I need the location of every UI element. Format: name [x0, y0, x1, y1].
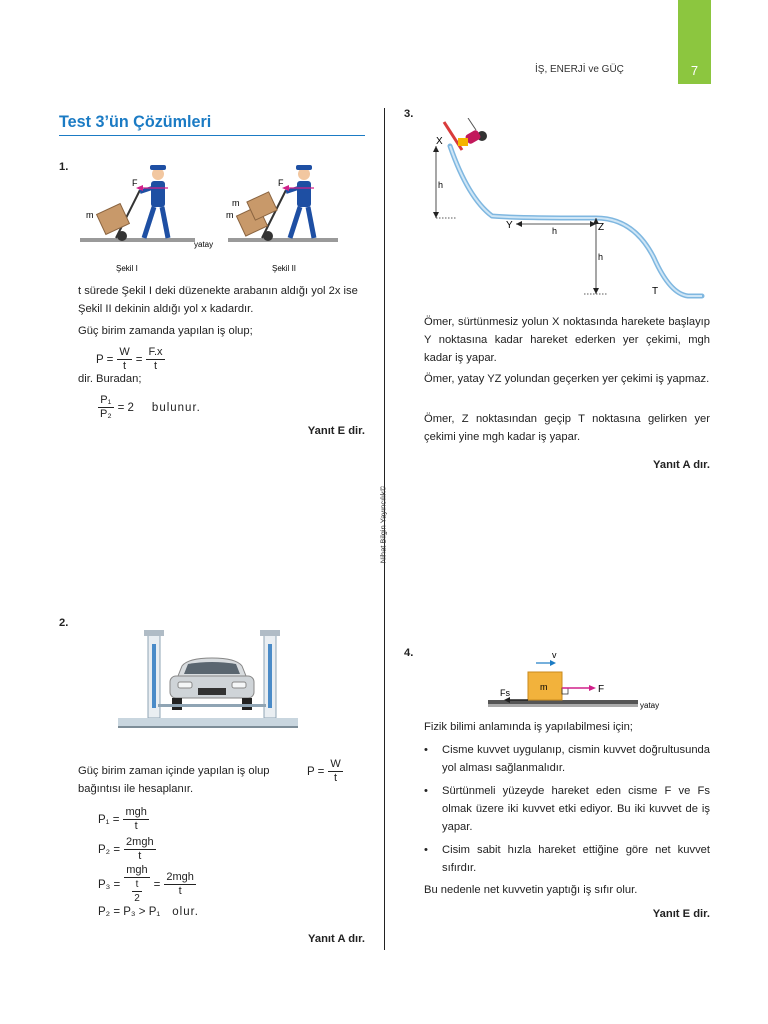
q1-text-2: Güç birim zamanda yapılan iş olup;	[78, 325, 253, 337]
page-number-tab	[678, 0, 711, 84]
q1-answer: Yanıt E dir.	[307, 425, 365, 437]
q4-number: 4.	[404, 647, 414, 659]
q4-bullet-3: • Cisim sabit hızla hareket ettiğine göre net kuvvet sıfırdır.	[442, 841, 710, 877]
q3-number: 3.	[404, 108, 414, 120]
q1-label-F1: F	[132, 178, 138, 188]
q2-text-1: Güç birim zaman içinde yapılan iş olup	[78, 765, 270, 777]
q2-equation-p1: P₁ = $\frac{\text{mgh}}{t}$	[98, 806, 147, 832]
q1-label-m1: m	[86, 210, 94, 220]
q1-label-m2a: m	[232, 198, 240, 208]
q3-label-h2: h	[552, 226, 558, 236]
q4-block-figure	[488, 650, 688, 714]
q1-number: 1.	[59, 161, 69, 173]
q1-label-yatay: yatay	[194, 240, 214, 249]
q3-paragraph-2: Ömer, yatay YZ yolundan geçerken yer çekimi iş yapmaz.	[424, 373, 710, 385]
q3-paragraph-1: Ömer, sürtünmesiz yolun X noktasında harekete başlayıp Y noktasına kadar hareket ederken yer çekimi, mgh kadar iş yapar.	[424, 316, 710, 364]
q4-label-m: m	[540, 682, 548, 692]
q3-label-Z: Z	[598, 222, 605, 233]
q2-result: P₂ = P₃ > P₁ olur.	[98, 906, 200, 918]
q3-paragraph-3: Ömer, Z noktasından geçip T noktasına gelirken yer çekimi yine mgh kadar iş yapar.	[424, 413, 710, 443]
q3-label-X: X	[436, 136, 443, 147]
q2-equation-p3: P₃ = $\frac{\text{mgh}}{\frac{t}{2}}$ = $\frac{\text{2mgh}}{t}$	[98, 864, 194, 904]
q2-equation-power: P = $\frac{W}{t}$	[307, 758, 341, 784]
q1-caption-sekil2: Şekil II	[272, 264, 297, 273]
q2-equation-p2: P₂ = $\frac{\text{2mgh}}{t}$	[98, 836, 154, 862]
q3-answer: Yanıt A dır.	[653, 459, 710, 471]
publisher-side-text: Nihat Bilgin Yayıncılık©	[378, 485, 388, 564]
page-title: Test 3’ün Çözümleri	[59, 112, 212, 131]
q4-intro: Fizik bilimi anlamında iş yapılabilmesi için;	[424, 721, 633, 733]
worker-1	[140, 165, 168, 238]
q3-label-h1: h	[438, 180, 444, 190]
q1-text-3: dir. Buradan;	[78, 373, 142, 385]
q1-label-m2b: m	[226, 210, 234, 220]
q1-equation-power: P = $\frac{W}{t}$ = $\frac{F.x}{t}$	[96, 346, 163, 372]
hand-truck-1	[97, 190, 140, 241]
q1-equation-ratio: $\frac{\text{P₁}}{\text{P₂}}$ = 2 bulunur.	[100, 394, 201, 420]
q1-label-F2: F	[278, 178, 284, 188]
q3-label-Y: Y	[506, 220, 513, 231]
q1-figure	[78, 160, 368, 280]
q2-text-2: bağıntısı ile hesaplanır.	[78, 783, 194, 795]
page-number: 7	[690, 63, 699, 78]
header-section-title: İŞ, ENERJİ ve GÜÇ	[535, 64, 624, 75]
q4-bullet-2: • Sürtünmeli yüzeyde hareket eden cisme F ve Fs olmak üzere iki kuvvet etki ediyor. Bu iki kuvvet de iş yapar.	[442, 782, 710, 836]
q4-label-v: v	[552, 650, 557, 660]
q3-track-figure	[420, 118, 710, 308]
q4-bullet-1: • Cisme kuvvet uygulanıp, cismin kuvvet doğrultusunda yol alması sağlanmalıdır.	[442, 741, 710, 777]
worker-2	[286, 165, 314, 238]
q3-label-T: T	[652, 286, 659, 297]
q4-label-F: F	[598, 684, 605, 695]
q1-text-1: t sürede Şekil I deki düzenekte arabanın aldığı yol 2x ise Şekil II dekinin aldığı yol x kadardır.	[78, 285, 358, 315]
q4-label-yatay: yatay	[640, 701, 660, 710]
q2-car-lift-figure	[118, 628, 298, 730]
title-underline	[59, 135, 365, 136]
hand-truck-2	[236, 190, 286, 241]
q3-label-h3: h	[598, 252, 604, 262]
q4-answer: Yanıt E dir.	[652, 908, 710, 920]
q4-label-Fs: Fs	[500, 688, 510, 698]
q4-conclusion: Bu nedenle net kuvvetin yaptığı iş sıfır olur.	[424, 884, 638, 896]
q1-caption-sekil1: Şekil I	[116, 264, 138, 273]
q2-answer: Yanıt A dır.	[308, 933, 365, 945]
q2-number: 2.	[59, 617, 69, 629]
